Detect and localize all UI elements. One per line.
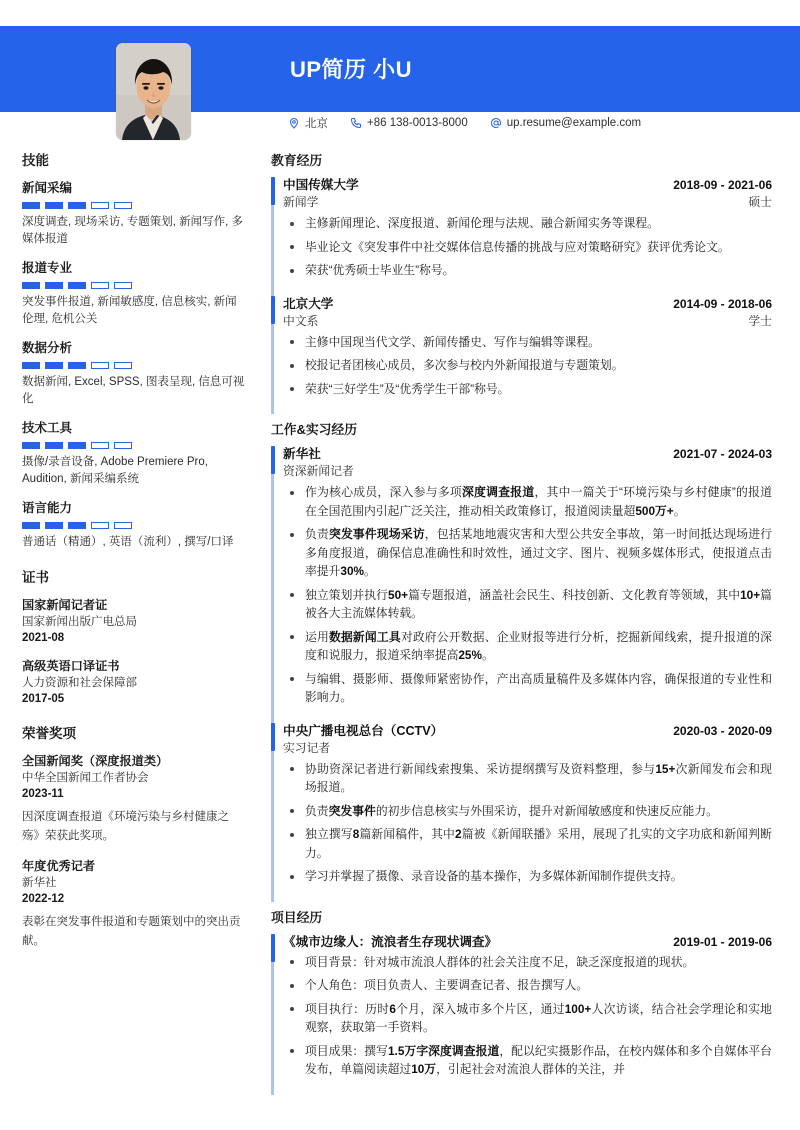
skill-level-segment — [45, 202, 63, 209]
skill-name: 技术工具 — [22, 421, 73, 435]
certificate-item — [22, 658, 245, 707]
skill-level-segment — [68, 442, 86, 449]
awards-list — [22, 753, 245, 951]
awards-section-title: 荣誉奖项 — [22, 725, 76, 741]
skill-level-segment — [22, 522, 40, 529]
skill-name: 语言能力 — [22, 501, 73, 515]
entry-header — [283, 445, 772, 463]
education-section-title: 教育经历 — [271, 153, 323, 168]
avatar — [116, 43, 191, 140]
school-name: 中国传媒大学 — [283, 178, 359, 192]
award-date: 2023-11 — [22, 787, 64, 800]
education-entry — [271, 176, 772, 295]
bullet-item: 主修中国现当代文学、新闻传播史、写作与编辑等课程。 — [283, 333, 772, 352]
contact-phone — [350, 117, 468, 129]
skill-level-segment — [45, 362, 63, 369]
project-name: 《城市边缘人：流浪者生存现状调查》 — [283, 934, 498, 949]
bullet-item: 负责突发事件的初步信息核实与外围采访，提升对新闻敏感度和快速反应能力。 — [283, 802, 772, 821]
degree-label: 硕士 — [748, 195, 772, 209]
award-item — [22, 858, 245, 951]
skill-level-segment — [91, 362, 109, 369]
skill-level-bars — [22, 522, 245, 529]
award-note: 因深度调查报道《环境污染与乡村健康之殇》荣获此奖项。 — [22, 810, 229, 842]
section-work — [271, 421, 772, 901]
major-name: 新闻学 — [283, 195, 319, 209]
bullet-item: 个人角色：项目负责人、主要调查记者、报告撰写人。 — [283, 976, 772, 995]
bullet-item: 作为核心成员，深入参与多项深度调查报道，其中一篇关于“环境污染与乡村健康”的报道在全国范围内引起广泛关注，推动相关政策修订，报道阅读量超500万+。 — [283, 483, 772, 520]
phone-icon — [350, 117, 362, 129]
contact-phone-value: +86 138-0013-8000 — [367, 117, 468, 129]
bullet-item: 协助资深记者进行新闻线索搜集、采访提纲撰写及资料整理，参与15+次新闻发布会和现场报道。 — [283, 760, 772, 797]
skills-section-title: 技能 — [22, 153, 49, 168]
work-date: 2020-03 - 2020-09 — [673, 723, 772, 738]
bullet-list — [283, 333, 772, 399]
bullet-list — [283, 760, 772, 886]
section-education — [271, 152, 772, 413]
contact-email-value: up.resume@example.com — [506, 117, 642, 129]
skill-level-segment — [91, 282, 109, 289]
contact-email — [490, 117, 641, 129]
skill-name: 新闻采编 — [22, 181, 73, 195]
email-at-icon — [490, 117, 502, 129]
bullet-list — [283, 214, 772, 280]
sidebar — [0, 152, 263, 963]
skill-level-segment — [22, 442, 40, 449]
skill-level-segment — [22, 202, 40, 209]
certificate-date: 2021-08 — [22, 631, 65, 644]
award-item — [22, 753, 245, 846]
section-projects — [271, 909, 772, 1094]
contact-location — [288, 115, 328, 131]
education-date: 2014-09 - 2018-06 — [673, 296, 772, 311]
skill-level-segment — [68, 522, 86, 529]
bullet-item: 学习并掌握了摄像、录音设备的基本操作，为多媒体新闻制作提供支持。 — [283, 867, 772, 886]
skill-level-segment — [45, 442, 63, 449]
skill-description: 普通话（精通）, 英语（流利）, 撰写/口译 — [22, 536, 234, 548]
bullet-item: 校报记者团核心成员，多次参与校内外新闻报道与专题策划。 — [283, 356, 772, 375]
award-date: 2022-12 — [22, 892, 65, 905]
bullet-item: 项目背景：针对城市流浪人群体的社会关注度不足，缺乏深度报道的现状。 — [283, 953, 772, 972]
award-issuer: 新华社 — [22, 876, 57, 889]
entry-header — [283, 295, 772, 313]
bullet-item: 主修新闻理论、深度报道、新闻伦理与法规、融合新闻实务等课程。 — [283, 214, 772, 233]
skill-level-segment — [114, 522, 132, 529]
skill-level-segment — [45, 522, 63, 529]
skill-description: 数据新闻, Excel, SPSS, 图表呈现, 信息可视化 — [22, 376, 245, 405]
bullet-item: 荣获“优秀硕士毕业生”称号。 — [283, 261, 772, 280]
bullet-item: 项目执行：历时6个月，深入城市多个片区，通过100+人次访谈，结合社会学理论和实地观察，获取第一手资料。 — [283, 1000, 772, 1037]
bullet-list — [283, 483, 772, 707]
skill-item — [22, 420, 245, 487]
skills-list — [22, 180, 245, 551]
entry-subheader — [283, 194, 772, 211]
skill-item — [22, 500, 245, 551]
education-list — [271, 176, 772, 413]
certificate-issuer: 人力资源和社会保障部 — [22, 676, 137, 689]
company-name: 新华社 — [283, 447, 321, 461]
entry-subheader — [283, 740, 772, 757]
page-title: UP简历 小U — [290, 57, 413, 82]
skill-description: 摄像/录音设备, Adobe Premiere Pro, Audition, 新闻采编系统 — [22, 456, 208, 485]
education-date: 2018-09 - 2021-06 — [673, 178, 772, 192]
work-entry — [271, 445, 772, 722]
company-name: 中央广播电视总台（CCTV） — [283, 723, 444, 738]
bullet-item: 荣获“三好学生”及“优秀学生干部”称号。 — [283, 380, 772, 399]
location-pin-icon — [288, 117, 300, 129]
sidebar-section-skills — [22, 152, 245, 551]
body-columns — [0, 152, 800, 1102]
skill-level-bars — [22, 282, 245, 289]
skill-level-segment — [114, 202, 132, 209]
certificates-list — [22, 597, 245, 707]
main-column — [263, 152, 800, 1102]
work-section-title: 工作&实习经历 — [271, 422, 358, 437]
skill-level-segment — [68, 362, 86, 369]
skill-item — [22, 340, 245, 407]
skill-name: 报道专业 — [22, 261, 73, 275]
contact-bar — [288, 115, 641, 131]
entry-header — [283, 722, 772, 740]
sidebar-section-certificates — [22, 569, 245, 707]
school-name: 北京大学 — [283, 296, 334, 311]
portrait-photo-icon — [116, 43, 191, 140]
skill-level-segment — [91, 202, 109, 209]
bullet-item: 负责突发事件现场采访，包括某地地震灾害和大型公共安全事故，第一时间抵达现场进行多角度报道，确保信息准确性和时效性，通过文字、图片、视频多媒体形式，使报道点击率提升30%。 — [283, 525, 772, 581]
contact-location-value: 北京 — [305, 118, 328, 130]
skill-level-bars — [22, 442, 245, 449]
skill-item — [22, 260, 245, 327]
work-entry — [271, 722, 772, 901]
skill-level-segment — [114, 362, 132, 369]
entry-subheader — [283, 313, 772, 330]
skill-level-segment — [91, 442, 109, 449]
sidebar-section-awards — [22, 725, 245, 951]
bullet-item: 独立策划并执行50+篇专题报道，涵盖社会民生、科技创新、文化教育等领域，其中10+篇被各大主流媒体转载。 — [283, 586, 772, 623]
certificates-section-title: 证书 — [22, 569, 49, 585]
certificate-issuer: 国家新闻出版广电总局 — [22, 615, 137, 628]
award-name: 年度优秀记者 — [22, 858, 96, 873]
major-name: 中文系 — [283, 313, 319, 328]
bullet-item: 与编辑、摄影师、摄像师紧密协作，产出高质量稿件及多媒体内容，确保报道的专业性和影响力。 — [283, 670, 772, 707]
education-entry — [271, 295, 772, 414]
bullet-item: 运用数据新闻工具对政府公开数据、企业财报等进行分析，挖掘新闻线索，提升报道的深度和说服力，报道采纳率提高25%。 — [283, 628, 772, 665]
entry-header — [283, 933, 772, 951]
skill-item — [22, 180, 245, 247]
bullet-item: 项目成果：撰写1.5万字深度调查报道，配以纪实摄影作品，在校内媒体和多个自媒体平台发布，单篇阅读超过10万，引起社会对流浪人群体的关注，并 — [283, 1042, 772, 1079]
skill-level-segment — [22, 362, 40, 369]
work-date: 2021-07 - 2024-03 — [673, 447, 772, 461]
skill-level-segment — [114, 282, 132, 289]
project-entry — [271, 933, 772, 1094]
skill-name: 数据分析 — [22, 341, 73, 355]
skill-level-segment — [114, 442, 132, 449]
bullet-item: 独立撰写8篇新闻稿件，其中2篇被《新闻联播》采用，展现了扎实的文字功底和新闻判断力。 — [283, 825, 772, 862]
work-list — [271, 445, 772, 901]
award-note: 表彰在突发事件报道和专题策划中的突出贡献。 — [22, 915, 241, 947]
award-issuer: 中华全国新闻工作者协会 — [22, 771, 149, 784]
skill-description: 突发事件报道, 新闻敏感度, 信息核实, 新闻伦理, 危机公关 — [22, 296, 237, 325]
skill-level-bars — [22, 202, 245, 209]
certificate-name: 国家新闻记者证 — [22, 597, 108, 612]
projects-list — [271, 933, 772, 1094]
project-date: 2019-01 - 2019-06 — [673, 934, 772, 949]
award-name: 全国新闻奖（深度报道类） — [22, 753, 169, 768]
skill-level-segment — [68, 202, 86, 209]
entry-subheader — [283, 463, 772, 480]
skill-level-segment — [22, 282, 40, 289]
certificate-item — [22, 597, 245, 646]
skill-level-bars — [22, 362, 245, 369]
degree-label: 学士 — [748, 313, 772, 328]
bullet-list — [283, 953, 772, 1079]
certificate-date: 2017-05 — [22, 692, 65, 705]
certificate-name: 高级英语口译证书 — [22, 658, 120, 673]
skill-description: 深度调查, 现场采访, 专题策划, 新闻写作, 多媒体报道 — [22, 216, 244, 245]
skill-level-segment — [91, 522, 109, 529]
skill-level-segment — [45, 282, 63, 289]
job-title: 资深新闻记者 — [283, 464, 354, 478]
projects-section-title: 项目经历 — [271, 909, 323, 925]
entry-header — [283, 176, 772, 194]
bullet-item: 毕业论文《突发事件中社交媒体信息传播的挑战与应对策略研究》获评优秀论文。 — [283, 238, 772, 257]
job-title: 实习记者 — [283, 740, 331, 755]
skill-level-segment — [68, 282, 86, 289]
